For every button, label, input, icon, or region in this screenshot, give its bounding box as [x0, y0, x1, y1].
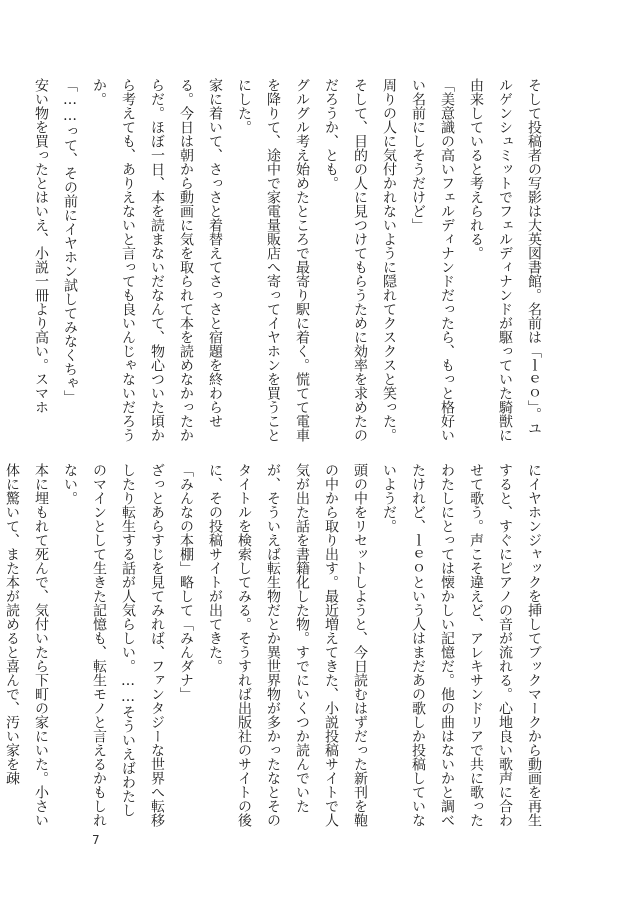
paragraph: そして投稿者の写影は大英図書館。名前は「ｌｅｏ」。ユルゲンシュミットでフェルディナンドが駆っていた騎獣に由来していると考えられる。	[468, 78, 542, 442]
paragraph: グルグル考え始めたところで最寄り駅に着く。慌てて電車を降りて、途中で家電量販店へ寄ってイヤホンを買うことにした。	[236, 78, 310, 442]
paragraph: 安い物を買ったとはいえ、小説一冊より高い。スマホ	[33, 78, 49, 414]
upper-text-tier	[33, 78, 548, 448]
paragraph: にイヤホンジャックを挿してブックマークから動画を再生すると、すぐにピアノの音が流れる。心地良い歌声に合わせて歌う。声こそ違えど、アレキサンドリアで共に歌ったわたしにとっては懐かしい記憶だ。他の曲はないかと調べたけれど、ｌｅｏという人はまだあの歌しか投稿していないようだ。	[381, 463, 542, 827]
paragraph: 家に着いて、さっさと着替えてさっさと宿題を終わらせる。今日は朝から動画に気を取られて本を読めなかったからだ。ほぼ一日、本を読まないだなんて、物心ついた頃から考えても、ありえないと言っても良いんじゃないだろうか。	[91, 78, 223, 442]
paragraph: 頭の中をリセットしようと、今日読むはずだった新刊を鞄の中から取り出す。最近増えてきた、小説投稿サイトで人気が出た話を書籍化した物。すでにいくつか読んでいたが、そういえば転生物だとか異世界物が多かったなとそのタイトルを検索してみる。そうすれば出版社のサイトの後に、その投稿サイトが出てきた。	[207, 463, 368, 827]
paragraph: 本に埋もれて死んで、気付いたら下町の家にいた。小さい体に驚いて、また本が読めると喜んで、汚い家を疎	[4, 463, 49, 827]
paragraph: 周りの人に気付かれないように隠れてクスクスと笑った。そして、目的の人に見つけてもらうために効率を求めたのだろうか、とも。	[323, 78, 397, 442]
paragraph: 「みんなの本棚」略して「みんダナ」	[178, 463, 194, 701]
paragraph: ざっとあらすじを見てみれば、ファンタジーな世界へ転移したり転生する話が人気らしい。……そういえばわたしのマインとして生きた記憶も、転生モノと言えるかもしれない。	[62, 463, 165, 827]
paragraph: 「美意識の高いフェルディナンドだったら、もっと格好いい名前にしそうだけど」	[410, 78, 455, 442]
lower-text-tier	[4, 463, 548, 828]
paragraph: 「……って、その前にイヤホン試してみなくちゃ」	[62, 78, 78, 404]
page-number: 7	[92, 833, 100, 847]
